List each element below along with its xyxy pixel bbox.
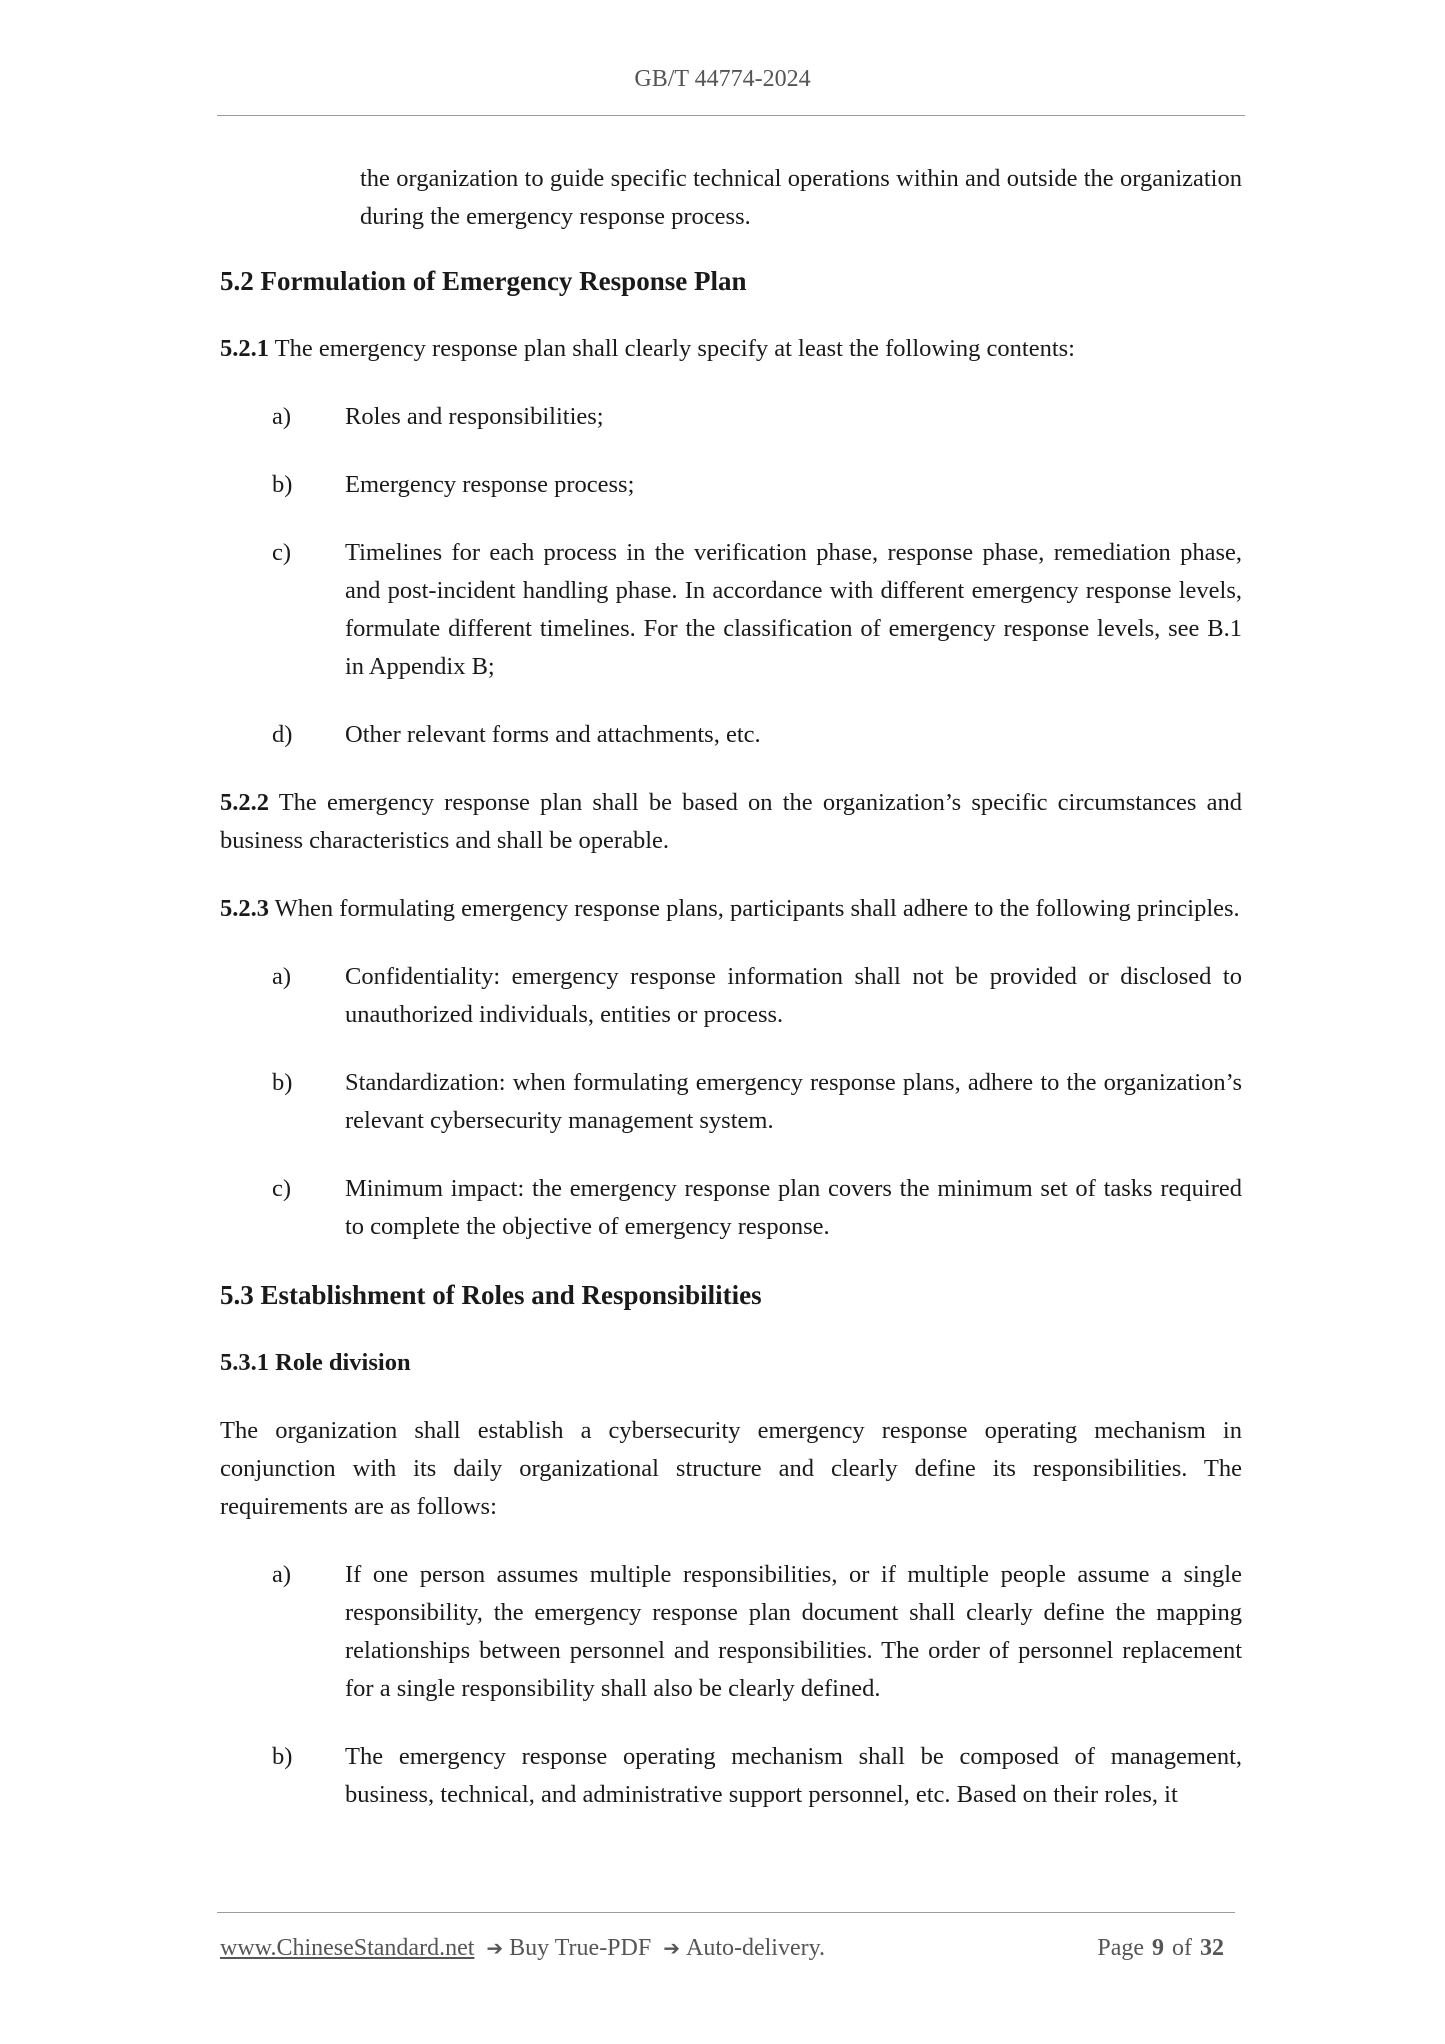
section-5-2-heading: 5.2 Formulation of Emergency Response Plan [220, 266, 747, 296]
section-5-3-1-paragraph: The organization shall establish a cybersecurity emergency response operating mechanism in conjunction with its daily organizational structure and clearly define its responsibilities. The requirements are as follows: [220, 1417, 1242, 1520]
list-item [220, 398, 1242, 436]
list-item-text: Roles and responsibilities; [345, 403, 604, 430]
list-marker: b) [272, 471, 293, 498]
list-item-text: Minimum impact: the emergency response plan covers the minimum set of tasks required to complete the objective of emergency response. [345, 1175, 1242, 1240]
document-header-title: GB/T 44774-2024 [634, 66, 811, 92]
list-marker: c) [272, 539, 292, 566]
website-link[interactable]: www.ChineseStandard.net [220, 1935, 475, 1961]
clause-5-2-2 [220, 784, 1242, 860]
list-item [220, 958, 1242, 1034]
clause-text: The emergency response plan shall clearly specify at least the following contents: [269, 335, 1075, 362]
list-marker: b) [272, 1743, 293, 1770]
list-marker: a) [272, 403, 292, 430]
page-footer [220, 1935, 1232, 1962]
intro-paragraph: the organization to guide specific technical operations within and outside the organization during the emergency response process. [360, 165, 1242, 230]
page-of-label: of [1172, 1935, 1192, 1961]
list-item [220, 466, 1242, 504]
clause-5-2-1-list [220, 398, 1242, 754]
list-item [220, 1170, 1242, 1246]
section-5-3-heading: 5.3 Establishment of Roles and Responsibilities [220, 1280, 762, 1310]
page-counter [1097, 1935, 1232, 1962]
clause-5-2-1 [220, 330, 1242, 368]
current-page-number: 9 [1152, 1935, 1164, 1961]
clause-text: The emergency response plan shall be based on the organization’s specific circumstances and business characteristics and shall be operable. [220, 789, 1242, 854]
list-item [220, 534, 1242, 686]
list-item-text: Standardization: when formulating emergency response plans, adhere to the organization’s relevant cybersecurity management system. [345, 1069, 1242, 1134]
list-item-text: Timelines for each process in the verification phase, response phase, remediation phase, and post-incident handling phase. In accordance with different emergency response levels, formulate different timelines. For the classification of emergency response levels, see B.1 in Appendix B; [345, 539, 1242, 680]
list-marker: d) [272, 721, 293, 748]
clause-number: 5.2.3 [220, 895, 269, 922]
list-item [220, 1556, 1242, 1708]
clause-number: 5.2.1 [220, 335, 269, 362]
list-item-text: If one person assumes multiple responsibilities, or if multiple people assume a single responsibility, the emergency response plan document shall clearly define the mapping relationships between personnel and responsibilities. The order of personnel replacement for a single responsibility shall also be clearly defined. [345, 1561, 1242, 1702]
arrow-right-icon: ➔ [663, 1936, 680, 1960]
list-item-text: Emergency response process; [345, 471, 635, 498]
section-5-3-1-heading: 5.3.1 Role division [220, 1349, 411, 1376]
section-5-3-1-list [220, 1556, 1242, 1814]
footer-promo [220, 1935, 825, 1962]
clause-5-2-3 [220, 890, 1242, 928]
total-page-number: 32 [1200, 1935, 1224, 1961]
list-item-text: Confidentiality: emergency response information shall not be provided or disclosed to unauthorized individuals, entities or process. [345, 963, 1242, 1028]
list-item-text: The emergency response operating mechanism shall be composed of management, business, technical, and administrative support personnel, etc. Based on their roles, it [345, 1743, 1242, 1808]
page-label: Page [1097, 1935, 1144, 1961]
list-marker: b) [272, 1069, 293, 1096]
clause-text: When formulating emergency response plans, participants shall adhere to the following principles. [269, 895, 1240, 922]
list-marker: c) [272, 1175, 292, 1202]
list-item [220, 716, 1242, 754]
list-item [220, 1064, 1242, 1140]
footer-divider [217, 1912, 1235, 1913]
buy-pdf-text: Buy True-PDF [509, 1935, 652, 1961]
list-marker: a) [272, 963, 292, 990]
clause-5-2-3-list [220, 958, 1242, 1246]
header-divider [217, 115, 1245, 116]
list-marker: a) [272, 1561, 292, 1588]
document-body [220, 160, 1242, 1844]
auto-delivery-text: Auto-delivery. [685, 1935, 826, 1961]
list-item [220, 1738, 1242, 1814]
list-item-text: Other relevant forms and attachments, etc. [345, 721, 761, 748]
clause-number: 5.2.2 [220, 789, 269, 816]
arrow-right-icon: ➔ [486, 1936, 504, 1960]
